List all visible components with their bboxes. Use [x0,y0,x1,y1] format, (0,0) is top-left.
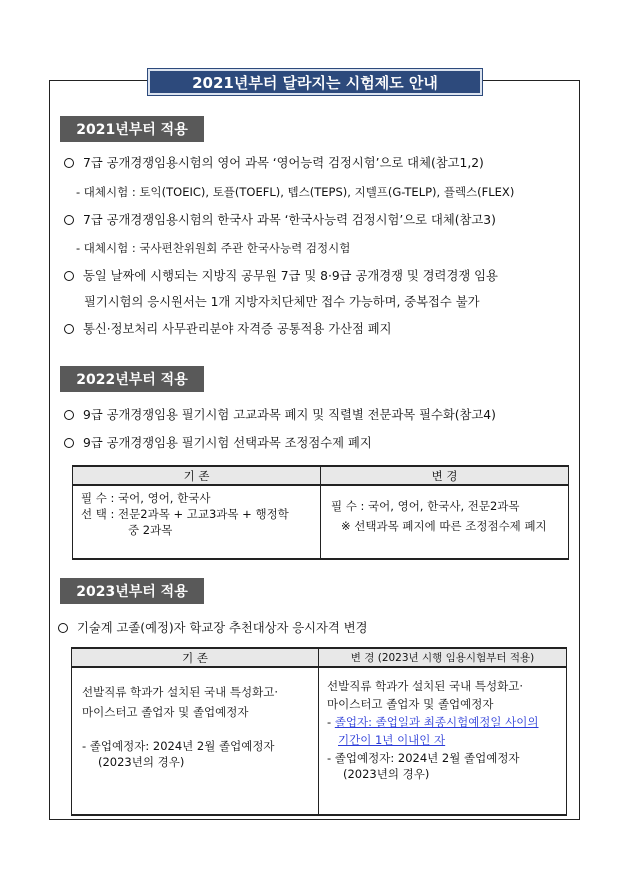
list-item: 통신·정보처리 사무관리분야 자격증 공통적용 가산점 폐지 [64,321,392,337]
list-item: 7급 공개경쟁임용시험의 한국사 과목 ‘한국사능력 검정시험’으로 대체(참고3) [64,212,496,228]
list-item: 동일 날짜에 시행되는 지방직 공무원 7급 및 8·9급 공개경쟁 및 경력경쟁 임용 [64,268,498,284]
cell-text: - 졸업예정자: 2024년 2월 졸업예정자 [327,751,520,765]
page-title: 2021년부터 달라지는 시험제도 안내 [148,69,482,95]
section-header-2023: 2023년부터 적용 [60,578,204,604]
highlighted-condition-link[interactable]: 졸업자: 졸업일과 최종시험예정일 사이의 [334,715,539,729]
cell-text: 선발직류 학과가 설치된 국내 특성화고· [327,679,524,693]
cell-text: (2023년의 경우) [343,767,430,781]
column-header-after: 변 경 (2023년 시행 임용시험부터 적용) [319,648,567,667]
cell-before [73,485,321,559]
cell-text: 선 택 : 전문2과목 + 고교3과목 + 행정학 [81,507,289,521]
cell-text: 마이스터고 졸업자 및 졸업예정자 [327,697,494,711]
section-header-2021: 2021년부터 적용 [60,116,204,142]
cell-text: 중 2과목 [128,523,173,537]
cell-before [72,667,319,815]
list-subitem: - 대체시험 : 토익(TOEIC), 토플(TOEFL), 텝스(TEPS), 지텔프(G-TELP), 플렉스(FLEX) [76,185,515,199]
column-header-after: 변 경 [321,466,569,485]
dash-marker: - [327,715,335,729]
list-subitem: - 대체시험 : 국사편찬위원회 주관 한국사능력 검정시험 [76,241,351,255]
cell-text: (2023년의 경우) [98,755,185,769]
list-item: 기술계 고졸(예정)자 학교장 추천대상자 응시자격 변경 [58,620,367,636]
cell-text: - 졸업예정자: 2024년 2월 졸업예정자 [82,739,275,753]
cell-after [319,667,567,815]
cell-text: ※ 선택과목 폐지에 따른 조정점수제 폐지 [341,519,547,533]
cell-text: 필 수 : 국어, 영어, 한국사 [81,491,211,505]
highlighted-condition-link-cont[interactable]: 기간이 1년 이내인 자 [338,733,446,747]
column-header-before: 기 존 [73,466,321,485]
section-header-2022: 2022년부터 적용 [60,366,204,392]
list-item: 7급 공개경쟁임용시험의 영어 과목 ‘영어능력 검정시험’으로 대체(참고1,2) [64,155,484,171]
comparison-table-2022 [72,465,569,560]
cell-text: 필 수 : 국어, 영어, 한국사, 전문2과목 [331,499,520,513]
list-item: 9급 공개경쟁임용 필기시험 선택과목 조정점수제 폐지 [64,435,372,451]
comparison-table-2023 [71,647,567,816]
column-header-before: 기 존 [72,648,319,667]
cell-text: 마이스터고 졸업자 및 졸업예정자 [82,705,249,719]
cell-after [321,485,569,559]
cell-text: 선발직류 학과가 설치된 국내 특성화고· [82,685,279,699]
list-item-continuation: 필기시험의 응시원서는 1개 지방자치단체만 접수 가능하며, 중복접수 불가 [84,295,480,309]
list-item: 9급 공개경쟁임용 필기시험 고교과목 폐지 및 직렬별 전문과목 필수화(참고4) [64,407,496,423]
